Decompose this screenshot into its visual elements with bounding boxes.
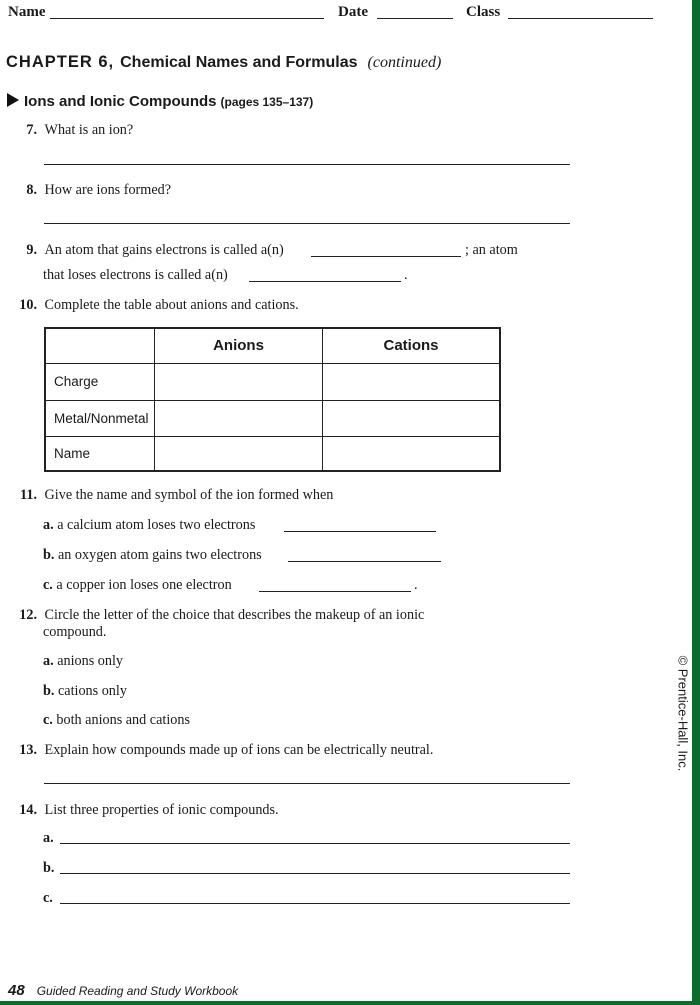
answer-line-14c[interactable] — [60, 903, 570, 904]
chapter-title: Chemical Names and Formulas — [120, 54, 358, 71]
question-11 — [0, 487, 333, 503]
section-pages: (pages 135–137) — [220, 95, 314, 109]
row-label-metal-nonmetal: Metal/Nonmetal — [45, 400, 155, 436]
choice-letter: a. — [43, 517, 54, 533]
question-text: . — [404, 267, 408, 283]
answer-line-13[interactable] — [44, 783, 570, 784]
table-corner-cell — [45, 328, 155, 363]
choice-text: both anions and cations — [56, 712, 190, 728]
question-text: How are ions formed? — [44, 182, 172, 198]
table-cell[interactable] — [155, 436, 323, 471]
book-title: Guided Reading and Study Workbook — [36, 984, 239, 998]
table-cell[interactable] — [155, 400, 323, 436]
table-cell[interactable] — [323, 436, 501, 471]
choice-letter: c. — [43, 890, 53, 906]
question-number: 13. — [19, 742, 37, 758]
answer-line-8[interactable] — [44, 223, 570, 224]
choice-letter: a. — [43, 653, 54, 669]
chapter-number: CHAPTER 6, — [6, 53, 115, 71]
row-label-charge: Charge — [45, 363, 155, 400]
blank-loses[interactable] — [249, 281, 401, 282]
question-11b — [43, 547, 262, 563]
question-text: that loses electrons is called a(n) — [43, 267, 228, 283]
choice-letter: c. — [43, 577, 53, 593]
section-heading — [6, 93, 313, 111]
question-number: 10. — [19, 297, 37, 313]
choice-12c[interactable] — [43, 712, 190, 728]
choice-text: a copper ion loses one electron — [56, 577, 232, 593]
question-14 — [0, 802, 279, 818]
row-label-name: Name — [45, 436, 155, 471]
question-text: . — [414, 577, 418, 593]
chapter-continued: (continued) — [367, 54, 442, 71]
triangle-bullet-icon — [6, 93, 20, 107]
choice-letter: b. — [43, 547, 55, 563]
question-text: Circle the letter of the choice that describes the makeup of an ionic — [44, 607, 425, 623]
question-number: 12. — [19, 607, 37, 623]
date-label: Date — [338, 4, 368, 20]
section-title: Ions and Ionic Compounds — [24, 93, 217, 110]
blank-11a[interactable] — [284, 531, 436, 532]
choice-letter: b. — [43, 860, 55, 876]
footer — [0, 982, 238, 1000]
choice-12a[interactable] — [43, 653, 123, 669]
table-cell[interactable] — [323, 400, 501, 436]
date-field[interactable] — [377, 18, 453, 19]
question-text: compound. — [43, 624, 107, 640]
choice-text: an oxygen atom gains two electrons — [57, 547, 262, 563]
question-13 — [0, 742, 433, 758]
page-number: 48 — [8, 982, 25, 999]
question-8 — [0, 182, 171, 198]
choice-letter: b. — [43, 683, 55, 699]
column-header-cations: Cations — [323, 328, 501, 363]
question-number: 8. — [26, 182, 37, 198]
name-field[interactable] — [50, 18, 324, 19]
question-11c — [43, 577, 232, 593]
choice-letter: a. — [43, 830, 54, 846]
table-cell[interactable] — [155, 363, 323, 400]
question-text: Explain how compounds made up of ions can be electrically neutral. — [44, 742, 434, 758]
question-number: 14. — [19, 802, 37, 818]
question-text: Complete the table about anions and cations. — [44, 297, 299, 313]
choice-letter: c. — [43, 712, 53, 728]
class-label: Class — [466, 4, 501, 20]
question-number: 7. — [26, 122, 37, 138]
question-number: 9. — [26, 242, 37, 258]
name-label: Name — [8, 4, 46, 20]
blank-gains[interactable] — [311, 256, 461, 257]
choice-text: anions only — [57, 653, 123, 669]
blank-11c[interactable] — [259, 591, 411, 592]
copyright-notice: © Prentice-Hall, Inc. — [675, 655, 691, 772]
chapter-heading — [6, 53, 441, 72]
question-11a — [43, 517, 255, 533]
question-text: List three properties of ionic compounds. — [44, 802, 279, 818]
column-header-anions: Anions — [155, 328, 323, 363]
question-10 — [0, 297, 299, 313]
answer-line-14b[interactable] — [60, 873, 570, 874]
table-cell[interactable] — [323, 363, 501, 400]
anions-cations-table — [44, 327, 501, 472]
class-field[interactable] — [508, 18, 653, 19]
question-text: What is an ion? — [44, 122, 134, 138]
question-7 — [0, 122, 133, 138]
question-number: 11. — [20, 487, 37, 503]
question-12 — [0, 607, 424, 623]
choice-text: a calcium atom loses two electrons — [57, 517, 256, 533]
choice-text: cations only — [57, 683, 127, 699]
answer-line-14a[interactable] — [60, 843, 570, 844]
blank-11b[interactable] — [288, 561, 441, 562]
choice-12b[interactable] — [43, 683, 127, 699]
question-text: An atom that gains electrons is called a(n) — [44, 242, 284, 258]
question-text: Give the name and symbol of the ion formed when — [44, 487, 334, 503]
answer-line-7[interactable] — [44, 164, 570, 165]
question-9 — [0, 242, 284, 258]
question-text: ; an atom — [465, 242, 518, 258]
